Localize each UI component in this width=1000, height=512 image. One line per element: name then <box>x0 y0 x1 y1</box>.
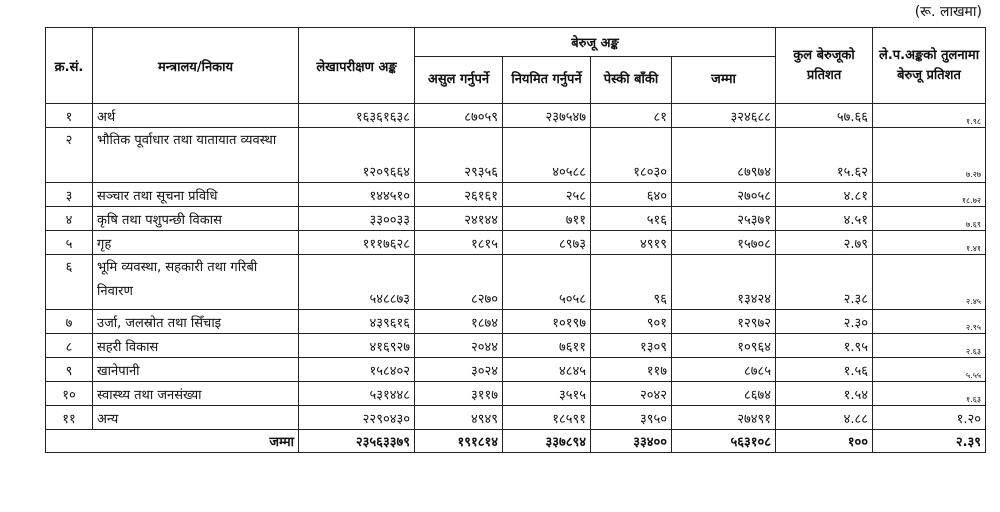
table-row <box>46 310 986 334</box>
cell-sn: ५ <box>46 231 93 255</box>
cell-regularize: ७६११ <box>503 334 591 358</box>
total-label: जम्मा <box>46 430 299 453</box>
header-advance-pending: पेस्की बाँकी <box>591 57 672 104</box>
cell-sn: ११ <box>46 406 93 430</box>
cell-pct-total: ४.८८ <box>776 406 873 430</box>
table-row <box>46 406 986 430</box>
cell-sn: १० <box>46 382 93 406</box>
cell-pct-audit: १.४१ <box>873 231 986 255</box>
irregularity-table <box>45 27 986 453</box>
header-irregular-amount: बेरुजू अङ्क <box>415 28 776 57</box>
cell-ministry: भूमि व्यवस्था, सहकारी तथा गरिबी निवारण <box>93 255 299 310</box>
cell-ministry: उर्जा, जलस्रोत तथा सिँचाइ <box>93 310 299 334</box>
cell-pct-total: १.९५ <box>776 334 873 358</box>
cell-sn: १ <box>46 104 93 128</box>
cell-audit: १२०९६६४ <box>299 128 415 183</box>
cell-advance: १३०९ <box>591 334 672 358</box>
cell-recover: १८१५ <box>415 231 503 255</box>
table-row <box>46 382 986 406</box>
cell-sn: २ <box>46 128 93 183</box>
cell-sn: ४ <box>46 207 93 231</box>
header-total: जम्मा <box>672 57 776 104</box>
cell-pct-total: ४.५१ <box>776 207 873 231</box>
cell-advance: ९०१ <box>591 310 672 334</box>
cell-pct-total: १५.६२ <box>776 128 873 183</box>
cell-pct-audit: १.२० <box>873 406 986 430</box>
table-row <box>46 255 986 310</box>
cell-recover: २०४४ <box>415 334 503 358</box>
cell-sn: ६ <box>46 255 93 310</box>
cell-total: २५३७१ <box>672 207 776 231</box>
total-total: ५६३१०८ <box>672 430 776 453</box>
cell-regularize: ४८४५ <box>503 358 591 382</box>
cell-recover: ८२७० <box>415 255 503 310</box>
header-to-regularize: नियमित गर्नुपर्ने <box>503 57 591 104</box>
cell-recover: ४९४९ <box>415 406 503 430</box>
table-row <box>46 334 986 358</box>
cell-audit: १११७६२८ <box>299 231 415 255</box>
total-pct-audit: २.३९ <box>873 430 986 453</box>
cell-advance: ९६ <box>591 255 672 310</box>
cell-sn: ७ <box>46 310 93 334</box>
cell-audit: ५४८८७३ <box>299 255 415 310</box>
cell-ministry: अर्थ <box>93 104 299 128</box>
cell-recover: १८७४ <box>415 310 503 334</box>
cell-audit: १५८४०२ <box>299 358 415 382</box>
header-sn: क्र.सं. <box>46 28 93 104</box>
table-row <box>46 183 986 207</box>
cell-ministry: सहरी विकास <box>93 334 299 358</box>
cell-recover: ३०२४ <box>415 358 503 382</box>
cell-pct-audit: २.९५ <box>873 310 986 334</box>
cell-ministry: अन्य <box>93 406 299 430</box>
cell-regularize: १०१९७ <box>503 310 591 334</box>
cell-sn: ३ <box>46 183 93 207</box>
cell-pct-total: ४.८१ <box>776 183 873 207</box>
header-to-recover: असुल गर्नुपर्ने <box>415 57 503 104</box>
cell-pct-total: २.३८ <box>776 255 873 310</box>
cell-ministry: सञ्चार तथा सूचना प्रविधि <box>93 183 299 207</box>
cell-regularize: २३७५४७ <box>503 104 591 128</box>
cell-total: २७०५८ <box>672 183 776 207</box>
cell-audit: ४१६९२७ <box>299 334 415 358</box>
total-audit: २३५६३३७९ <box>299 430 415 453</box>
cell-recover: ८७०५९ <box>415 104 503 128</box>
cell-advance: ६४० <box>591 183 672 207</box>
cell-regularize: ७११ <box>503 207 591 231</box>
cell-pct-audit: २.४५ <box>873 255 986 310</box>
cell-pct-audit: ५.५५ <box>873 358 986 382</box>
total-recover: १९१८१४ <box>415 430 503 453</box>
cell-recover: २४१४४ <box>415 207 503 231</box>
cell-audit: २२९०४३० <box>299 406 415 430</box>
cell-pct-total: ५७.६६ <box>776 104 873 128</box>
header-ministry: मन्त्रालय/निकाय <box>93 28 299 104</box>
cell-recover: २६१६१ <box>415 183 503 207</box>
cell-audit: १४४५१० <box>299 183 415 207</box>
table-row <box>46 104 986 128</box>
cell-advance: ११७ <box>591 358 672 382</box>
total-pct-total: १०० <box>776 430 873 453</box>
header-pct-total: कुल बेरुजूको प्रतिशत <box>776 28 873 104</box>
table-row <box>46 128 986 183</box>
cell-pct-total: २.३० <box>776 310 873 334</box>
table-row <box>46 207 986 231</box>
cell-advance: ५१६ <box>591 207 672 231</box>
cell-total: १२९७२ <box>672 310 776 334</box>
cell-regularize: १८५९१ <box>503 406 591 430</box>
total-advance: ३३४०० <box>591 430 672 453</box>
cell-ministry: स्वास्थ्य तथा जनसंख्या <box>93 382 299 406</box>
cell-advance: ३९५० <box>591 406 672 430</box>
cell-regularize: ८९७३ <box>503 231 591 255</box>
cell-total: २७४९१ <box>672 406 776 430</box>
cell-regularize: ४०५८८ <box>503 128 591 183</box>
header-audit-amount: लेखापरीक्षण अङ्क <box>299 28 415 104</box>
cell-total: १३४२४ <box>672 255 776 310</box>
cell-audit: ४३९६१६ <box>299 310 415 334</box>
cell-advance: २०४२ <box>591 382 672 406</box>
cell-total: ८७८५ <box>672 358 776 382</box>
cell-total: १०९६४ <box>672 334 776 358</box>
cell-sn: ९ <box>46 358 93 382</box>
cell-pct-total: १.५६ <box>776 358 873 382</box>
cell-advance: ८१ <box>591 104 672 128</box>
cell-total: ३२४६८८ <box>672 104 776 128</box>
total-regularize: ३३७८९४ <box>503 430 591 453</box>
cell-pct-total: २.७९ <box>776 231 873 255</box>
cell-total: ८६७४ <box>672 382 776 406</box>
cell-ministry: गृह <box>93 231 299 255</box>
cell-pct-audit: १.६३ <box>873 382 986 406</box>
cell-recover: ३११७ <box>415 382 503 406</box>
cell-recover: २९३५६ <box>415 128 503 183</box>
cell-regularize: ५०५८ <box>503 255 591 310</box>
unit-note: (रू. लाखमा) <box>914 4 982 20</box>
header-pct-audit: ले.प.अङ्कको तुलनामा बेरुजू प्रतिशत <box>873 28 986 104</box>
cell-audit: १६३६१६३८ <box>299 104 415 128</box>
cell-ministry: भौतिक पूर्वाधार तथा यातायात व्यवस्था <box>93 128 299 183</box>
cell-pct-total: १.५४ <box>776 382 873 406</box>
cell-pct-audit: ७.६९ <box>873 207 986 231</box>
cell-ministry: कृषि तथा पशुपन्छी विकास <box>93 207 299 231</box>
cell-ministry: खानेपानी <box>93 358 299 382</box>
cell-pct-audit: ७.२७ <box>873 128 986 183</box>
cell-pct-audit: १.९८ <box>873 104 986 128</box>
cell-audit: ३३००३३ <box>299 207 415 231</box>
cell-total: ८७९७४ <box>672 128 776 183</box>
cell-advance: ४९१९ <box>591 231 672 255</box>
cell-total: १५७०८ <box>672 231 776 255</box>
table-row <box>46 358 986 382</box>
table-row <box>46 231 986 255</box>
total-row <box>46 430 986 453</box>
cell-advance: १८०३० <box>591 128 672 183</box>
cell-audit: ५३१४४८ <box>299 382 415 406</box>
cell-pct-audit: २.६३ <box>873 334 986 358</box>
cell-sn: ८ <box>46 334 93 358</box>
cell-regularize: ३५१५ <box>503 382 591 406</box>
cell-regularize: २५८ <box>503 183 591 207</box>
cell-pct-audit: १८.७२ <box>873 183 986 207</box>
